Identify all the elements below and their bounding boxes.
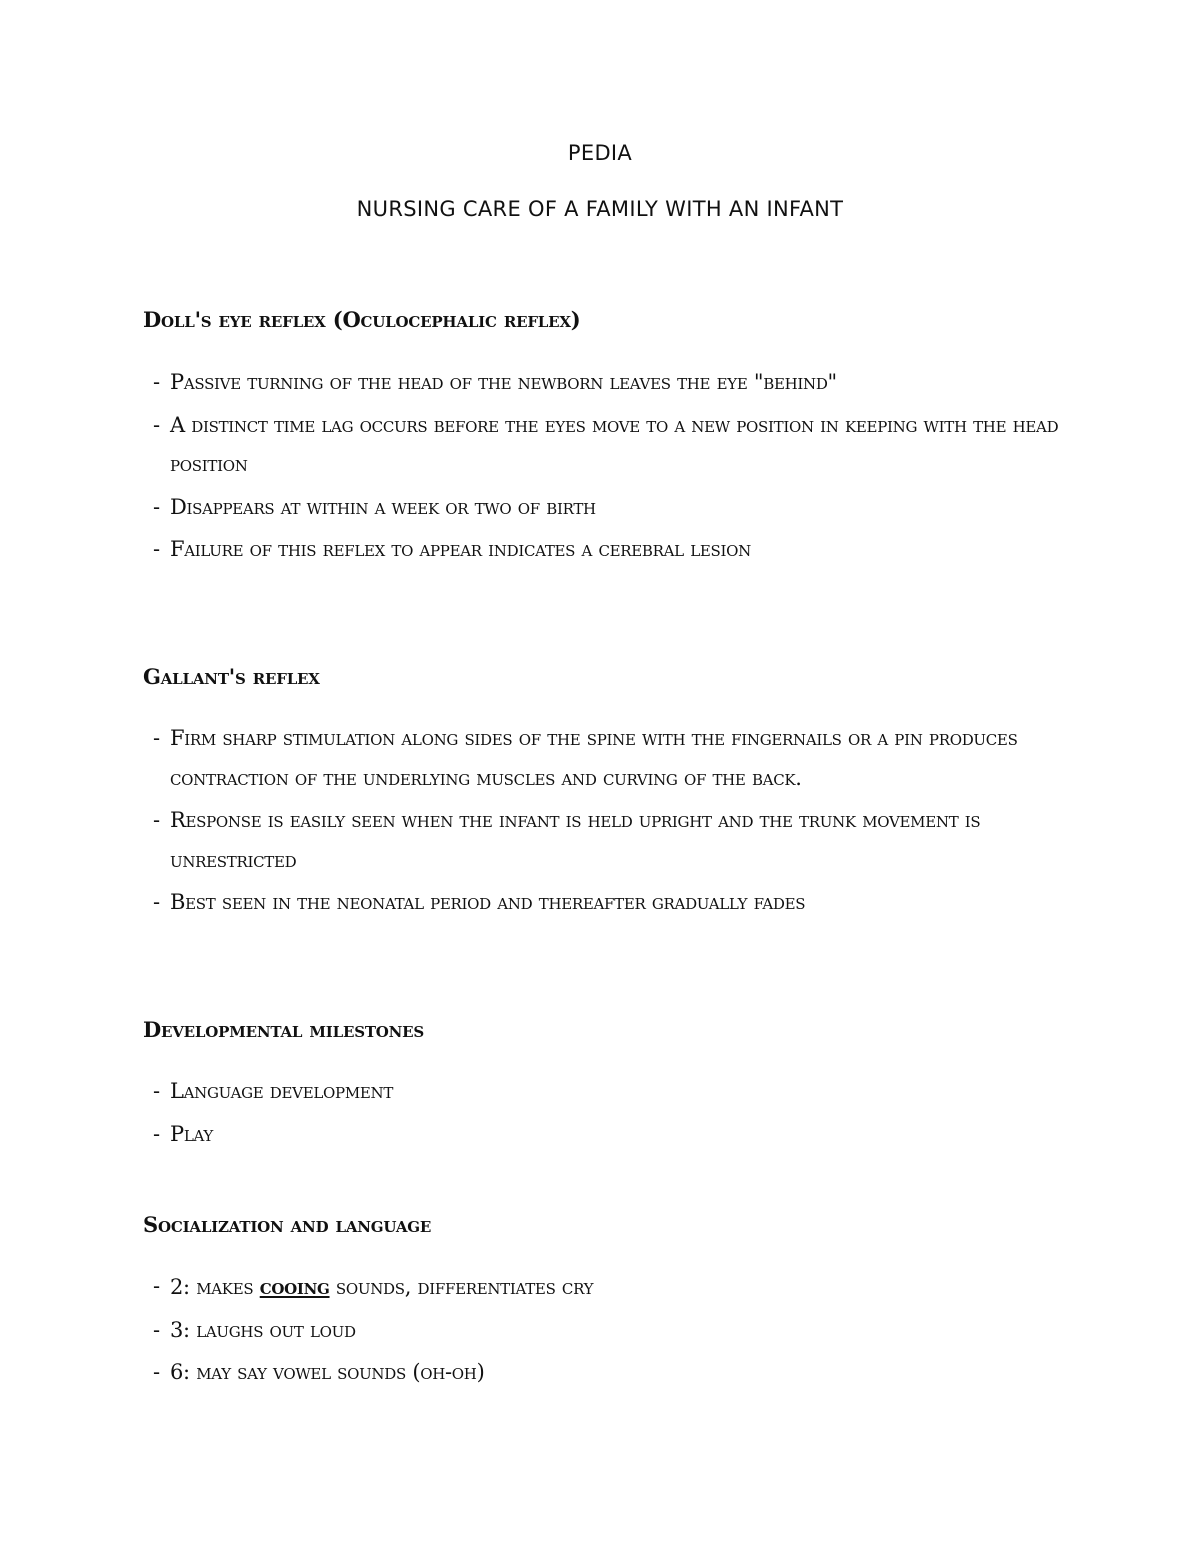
list-item	[143, 801, 1040, 880]
list-item-text: Passive turning of the head of the newborn leaves the eye "behind"	[170, 370, 837, 394]
section-heading: Socialization and language	[143, 1212, 432, 1237]
document-title: PEDIA	[567, 141, 633, 165]
list-item-text: Firm sharp stimulation along sides of the spine with the fingernails or a pin produces contraction of the underlying muscles and curving of the back.	[170, 726, 1018, 790]
list-item	[143, 883, 1103, 923]
section-heading: Doll's eye reflex (Oculocephalic reflex)	[143, 307, 581, 332]
dash-bullet-icon: -	[153, 1079, 160, 1103]
bullet-list	[143, 719, 1103, 923]
list-item-text: 3: laughs out loud	[170, 1317, 356, 1342]
section-dolls-eye-reflex	[143, 305, 1103, 573]
list-item-text: Disappears at within a week or two of birth	[170, 494, 596, 519]
bullet-list	[143, 1072, 1103, 1154]
dash-bullet-icon: -	[153, 1360, 160, 1384]
emphasized-term: cooing	[259, 1274, 330, 1299]
list-item	[143, 1072, 1103, 1112]
list-item	[143, 1267, 1103, 1308]
section-heading: Gallant's reflex	[143, 664, 320, 689]
list-item	[143, 1115, 1103, 1155]
list-item-text-suffix: sounds, differentiates cry	[329, 1275, 594, 1299]
dash-bullet-icon: -	[153, 808, 160, 832]
dash-bullet-icon: -	[153, 537, 160, 561]
bullet-list	[143, 1267, 1103, 1393]
list-item	[143, 530, 1103, 570]
list-item-text: Language development	[170, 1079, 394, 1103]
section-socialization-and-language	[143, 1210, 1103, 1396]
dash-bullet-icon: -	[153, 726, 160, 750]
list-item	[143, 1353, 1103, 1393]
list-item-text: Best seen in the neonatal period and thereafter gradually fades	[170, 890, 806, 914]
list-item	[143, 1311, 1103, 1351]
section-heading: Developmental milestones	[143, 1017, 425, 1042]
bullet-list	[143, 363, 1103, 570]
list-item	[143, 363, 970, 403]
section-gallants-reflex	[143, 662, 1103, 926]
list-item	[143, 406, 1070, 485]
document-subtitle: NURSING CARE OF A FAMILY WITH AN INFANT	[356, 197, 844, 221]
list-item-text: 6: may say vowel sounds (oh-oh)	[170, 1360, 485, 1384]
dash-bullet-icon: -	[153, 412, 160, 437]
list-item	[143, 488, 1103, 528]
list-item-text-prefix: 2: makes	[170, 1275, 260, 1299]
dash-bullet-icon: -	[153, 1274, 160, 1298]
list-item-text: A distinct time lag occurs before the eyes move to a new position in keeping with the head position	[170, 412, 1059, 476]
dash-bullet-icon: -	[153, 494, 160, 519]
list-item-text: Play	[170, 1121, 214, 1146]
list-item	[143, 719, 1020, 798]
dash-bullet-icon: -	[153, 1121, 160, 1146]
section-developmental-milestones	[143, 1015, 1103, 1157]
dash-bullet-icon: -	[153, 370, 160, 394]
dash-bullet-icon: -	[153, 1317, 160, 1342]
list-item-text: Failure of this reflex to appear indicates a cerebral lesion	[170, 537, 751, 561]
list-item-text: Response is easily seen when the infant is held upright and the trunk movement is unrestricted	[170, 808, 981, 872]
dash-bullet-icon: -	[153, 890, 160, 914]
